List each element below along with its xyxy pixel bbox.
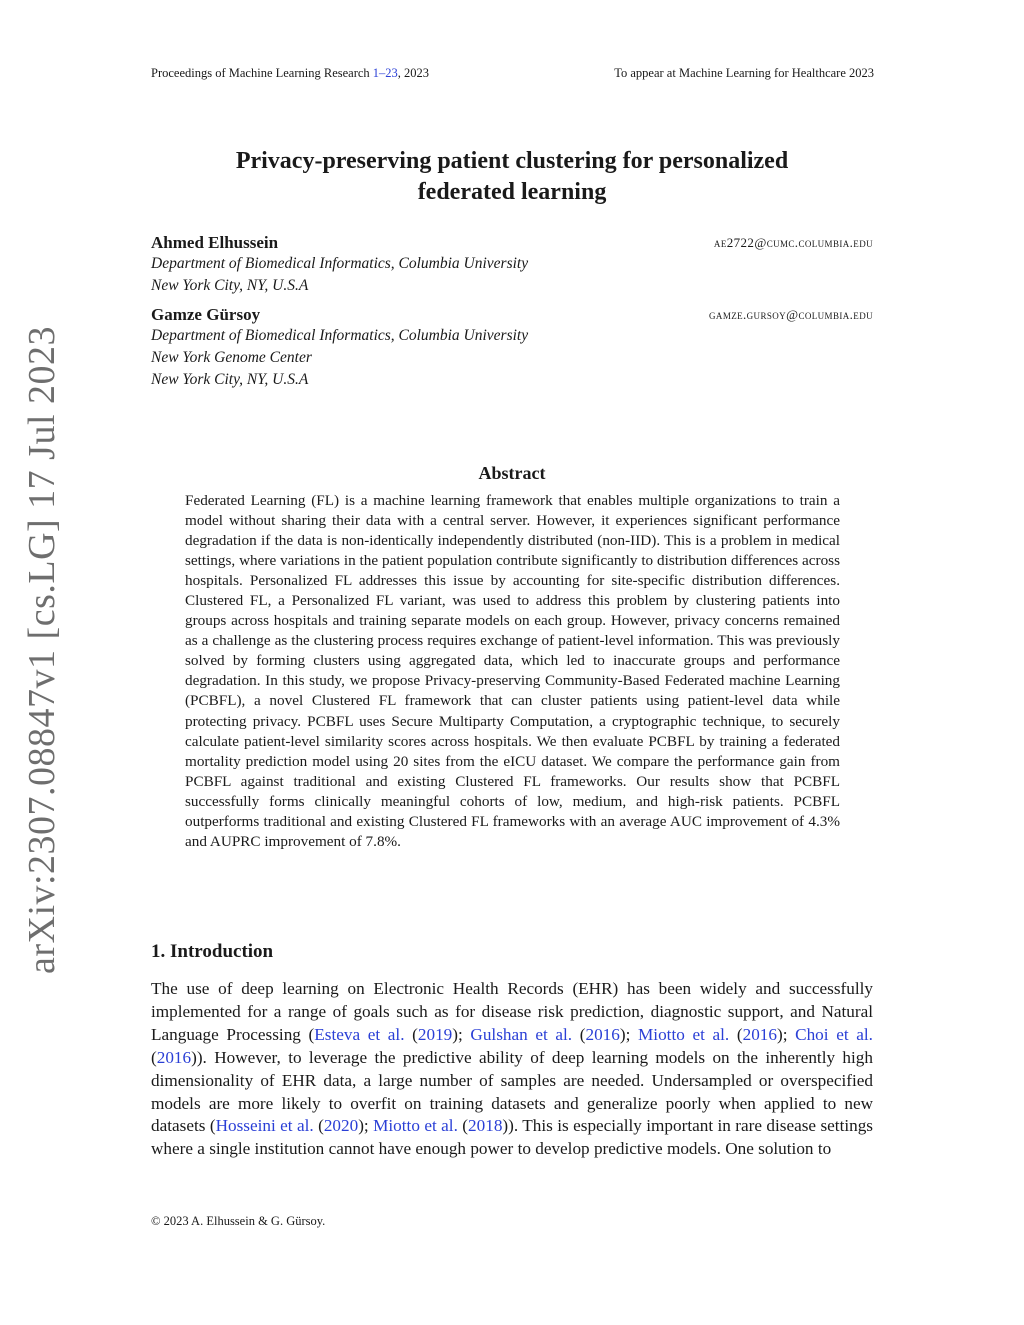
citation-year-link[interactable]: 2019: [417, 1024, 453, 1044]
abstract-heading: Abstract: [478, 463, 546, 483]
intro-text: (: [572, 1024, 586, 1044]
copyright-footer: © 2023 A. Elhussein & G. Gürsoy.: [151, 1214, 326, 1228]
running-header-right: To appear at Machine Learning for Healthcare 2023: [614, 66, 874, 80]
author-name: Ahmed Elhussein: [151, 233, 279, 252]
author-affiliation: New York Genome Center: [151, 349, 312, 366]
author-affiliation: Department of Biomedical Informatics, Columbia University: [151, 255, 529, 272]
citation-link[interactable]: Esteva et al.: [314, 1024, 405, 1044]
intro-text: );: [358, 1116, 374, 1136]
author-affiliation: New York City, NY, U.S.A: [151, 277, 309, 294]
citation-year-link[interactable]: 2016: [156, 1047, 192, 1067]
proceedings-year: , 2023: [397, 66, 430, 80]
citation-year-link[interactable]: 2018: [468, 1116, 503, 1136]
author-email[interactable]: ae2722@cumc.columbia.edu: [713, 235, 873, 250]
citation-year-link[interactable]: 2016: [742, 1024, 777, 1044]
citation-link[interactable]: Choi et al.: [795, 1024, 873, 1044]
intro-text: );: [776, 1024, 796, 1044]
citation-link[interactable]: Gulshan et al.: [470, 1024, 573, 1044]
intro-text: (: [151, 1047, 157, 1067]
author-affiliation: Department of Biomedical Informatics, Columbia University: [151, 327, 529, 344]
arxiv-watermark: arXiv:2307.08847v1 [cs.LG] 17 Jul 2023: [21, 325, 63, 975]
author-affiliation: New York City, NY, U.S.A: [151, 371, 309, 388]
intro-text: (: [729, 1024, 743, 1044]
citation-link[interactable]: Miotto et al.: [373, 1116, 458, 1136]
introduction-paragraph: [151, 978, 873, 1161]
intro-text: );: [452, 1024, 471, 1044]
intro-text: )). However, to leverage the predictive ability of deep learning models on the inherently high dimensionality of EHR data, a large number of samples are needed. Undersampled or overspecified models are more likely to overfit on training datasets and generalize poorly when applied to new datasets (: [151, 1047, 873, 1136]
author-email[interactable]: gamze.gursoy@columbia.edu: [709, 307, 873, 322]
citation-year-link[interactable]: 2020: [323, 1116, 359, 1136]
running-header-left: [151, 66, 429, 81]
abstract-text: Federated Learning (FL) is a machine learning framework that enables multiple organizations to train a model without sharing their data with a central server. However, it experiences significant performance degradation if the data is non-identically independently distributed (non-IID). This is a problem in medical settings, where variations in the patient population contribute significantly to distribution differences across hospitals. Personalized FL addresses this issue by accounting for site-specific distribution differences. Clustered FL, a Personalized FL variant, was used to address this problem by clustering patients into groups across hospitals and training separate models on each group. However, privacy concerns remained as a challenge as the clustering process requires exchange of patient-level information. This was previously solved by forming clusters using aggregated data, which led to inaccurate groups and performance degradation. In this study, we propose Privacy-preserving Community-Based Federated machine Learning (PCBFL), a novel Clustered FL framework that can cluster patients using patient-level data while protecting privacy. PCBFL uses Secure Multiparty Computation, a cryptographic technique, to securely calculate patient-level similarity scores across hospitals. We then evaluate PCBFL by training a federated mortality prediction model using 20 sites from the eICU dataset. We compare the performance gain from PCBFL against traditional and existing Clustered FL frameworks. Our results show that PCBFL successfully forms clinically meaningful cohorts of low, medium, and high-risk patients. PCBFL outperforms traditional and existing Clustered FL frameworks with an average AUC improvement of 4.3% and AUPRC improvement of 7.8%.: [185, 492, 840, 850]
section-heading-introduction: 1. Introduction: [151, 941, 274, 962]
title-line-1: Privacy-preserving patient clustering for personalized: [235, 148, 789, 174]
proceedings-label: Proceedings of Machine Learning Research: [151, 66, 373, 80]
intro-text: )). This is especially important in rare disease settings where a single institution cannot have enough power to develop predictive models. One solution to: [151, 1116, 873, 1159]
intro-text: );: [619, 1024, 639, 1044]
page-range-link[interactable]: 1–23: [372, 66, 398, 80]
citation-link[interactable]: Hosseini et al.: [215, 1116, 314, 1136]
intro-text: (: [404, 1024, 418, 1044]
intro-text: (: [313, 1116, 324, 1136]
title-line-2: federated learning: [417, 179, 607, 205]
citation-link[interactable]: Miotto et al.: [638, 1024, 730, 1044]
intro-text: The use of deep learning on Electronic Health Records (EHR) has been widely and successfully implemented for a range of goals such as for disease risk prediction, diagnostic support, and Natural Language Processing (: [151, 979, 873, 1044]
citation-year-link[interactable]: 2016: [585, 1024, 620, 1044]
author-block-1: [151, 233, 873, 297]
author-name: Gamze Gürsoy: [151, 305, 261, 324]
author-block-2: [151, 305, 873, 391]
paper-title: [151, 146, 873, 208]
intro-text: (: [457, 1116, 469, 1136]
